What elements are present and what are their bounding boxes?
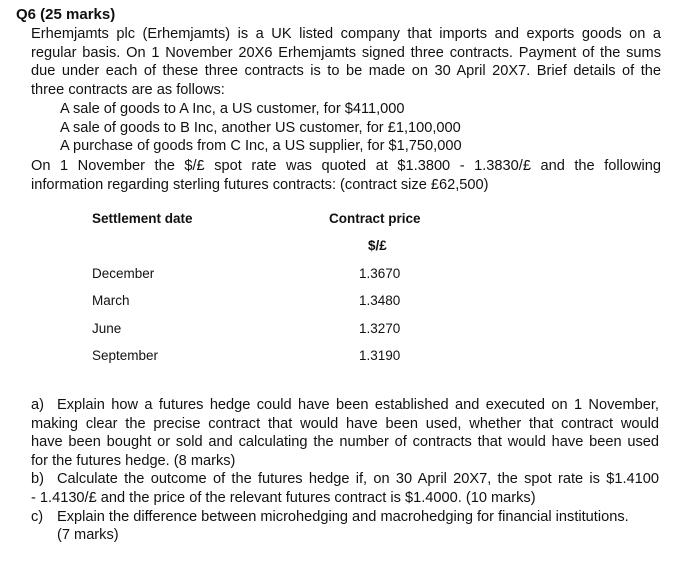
settlement-date-header: Settlement date [92, 211, 193, 226]
part-line [31, 508, 659, 527]
table-row-price: 1.3270 [359, 321, 401, 336]
spot-line: information regarding sterling futures contracts: (contract size £62,500) [31, 176, 489, 193]
part-text: Explain the difference between microhedging and macrohedging for financial institutions. [57, 508, 629, 525]
currency-subheader: $/£ [368, 238, 387, 253]
spot-rate-paragraph [31, 157, 661, 194]
intro-paragraph [31, 25, 661, 99]
part-line: (7 marks) [57, 527, 119, 544]
part-a [31, 396, 659, 470]
spot-line: On 1 November the $/£ spot rate was quoted at $1.3800 - 1.3830/£ and the following [31, 158, 661, 174]
part-c [31, 508, 659, 545]
table-row-date: September [92, 348, 159, 363]
part-marker: a) [31, 397, 44, 413]
contract-item: A sale of goods to B Inc, another US customer, for £1,100,000 [60, 119, 461, 136]
table-row-date: March [92, 293, 130, 308]
intro-line: Erhemjamts plc (Erhemjamts) is a UK listed company that imports and exports goods on a [31, 26, 661, 42]
part-line [31, 470, 659, 489]
part-line: - 1.4130/£ and the price of the relevant futures contract is $1.4000. (10 marks) [31, 489, 536, 506]
table-row-price: 1.3670 [359, 266, 401, 281]
part-line: have been bought or sold and calculating the number of contracts that would have been used [31, 434, 659, 451]
question-parts [31, 396, 659, 545]
table-row-date: December [92, 266, 155, 281]
question-heading: Q6 (25 marks) [16, 6, 116, 23]
intro-line: regular basis. On 1 November 20X6 Erhemjamts signed three contracts. Payment of the sums [31, 44, 661, 61]
part-line: for the futures hedge. (8 marks) [31, 452, 236, 469]
part-b [31, 470, 659, 507]
part-marker: c) [31, 508, 44, 525]
table-row-date: June [92, 321, 122, 336]
contracts-list [60, 100, 462, 156]
contract-price-header: Contract price [329, 211, 421, 226]
contract-item: A purchase of goods from C Inc, a US supplier, for $1,750,000 [60, 138, 462, 155]
intro-line: three contracts are as follows: [31, 81, 225, 98]
part-line: making clear the precise contract that would have been used, whether that contract would [31, 415, 659, 432]
table-row-price: 1.3480 [359, 293, 401, 308]
table-row-price: 1.3190 [359, 348, 401, 363]
part-marker: b) [31, 471, 44, 488]
contract-item: A sale of goods to A Inc, a US customer, for $411,000 [60, 101, 405, 117]
part-text: Calculate the outcome of the futures hedge if, on 30 April 20X7, the spot rate is $1.4100 [57, 471, 659, 488]
part-line [31, 396, 659, 415]
part-text: Explain how a futures hedge could have been established and executed on 1 November, [57, 397, 659, 413]
intro-line: due under each of these three contracts is to be made on 30 April 20X7. Brief details of the [31, 63, 661, 80]
